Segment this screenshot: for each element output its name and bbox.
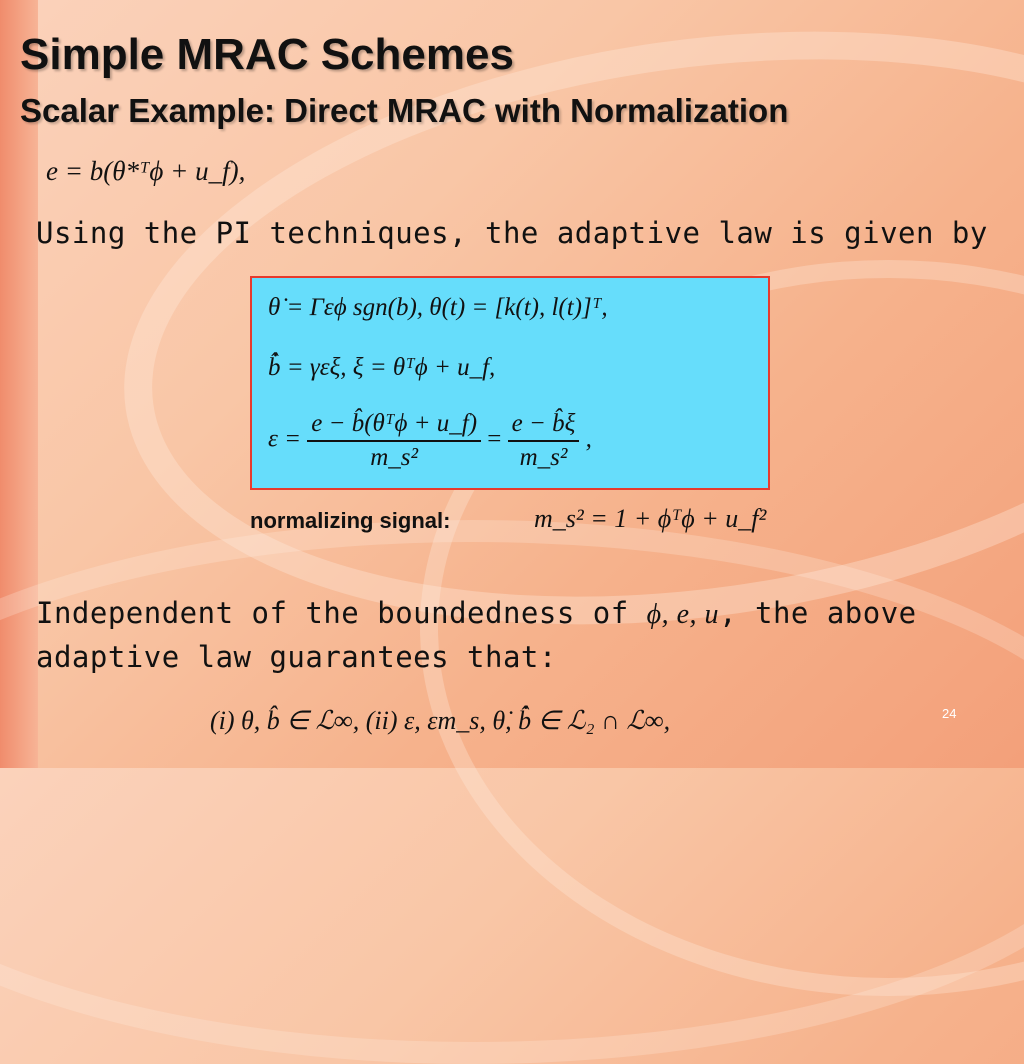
fraction-1-numerator: e − b̂(θᵀϕ + u_f) bbox=[307, 410, 481, 442]
error-equation: e = b(θ*ᵀϕ + u_f), bbox=[46, 156, 246, 186]
conclusion-inline-math: ϕ, e, u bbox=[646, 599, 720, 630]
adaptive-law-line-1: θ̇ = Γεϕ sgn(b), θ(t) = [k(t), l(t)]ᵀ, bbox=[268, 294, 608, 321]
normalizing-signal-label: normalizing signal: bbox=[250, 508, 451, 533]
conclusion-text-part-1: Independent of the boundedness of bbox=[36, 596, 629, 630]
adaptive-law-line-2: b̂̇ = γεξ, ξ = θᵀϕ + u_f, bbox=[268, 354, 496, 381]
adaptive-law-box bbox=[250, 276, 770, 490]
slide-title: Simple MRAC Schemes bbox=[20, 30, 514, 79]
equals-sign: = bbox=[487, 425, 502, 453]
page-number: 24 bbox=[942, 706, 957, 721]
intro-text: Using the PI techniques, the adaptive law is given by bbox=[36, 216, 988, 250]
guarantees-equation: (i) θ, b̂ ∈ ℒ∞, (ii) ε, εm_s, θ̇, b̂̇ ∈ ℒ₂ ∩ ℒ∞, bbox=[210, 706, 671, 735]
adaptive-law-line-3 bbox=[268, 410, 592, 472]
fraction-1-denominator: m_s² bbox=[370, 444, 419, 471]
fraction-1 bbox=[307, 410, 481, 472]
epsilon-lhs: ε = bbox=[268, 425, 301, 453]
conclusion-text-part-2: , the above adaptive law guarantees that: bbox=[36, 596, 917, 674]
fraction-2-denominator: m_s² bbox=[519, 444, 568, 471]
conclusion-text bbox=[36, 592, 996, 678]
normalizing-signal-equation: m_s² = 1 + ϕᵀϕ + u_f² bbox=[534, 504, 767, 533]
fraction-2-numerator: e − b̂ξ bbox=[508, 410, 580, 442]
line-3-end: , bbox=[585, 425, 592, 453]
fraction-2 bbox=[508, 410, 580, 472]
slide-subtitle: Scalar Example: Direct MRAC with Normalization bbox=[20, 92, 789, 129]
